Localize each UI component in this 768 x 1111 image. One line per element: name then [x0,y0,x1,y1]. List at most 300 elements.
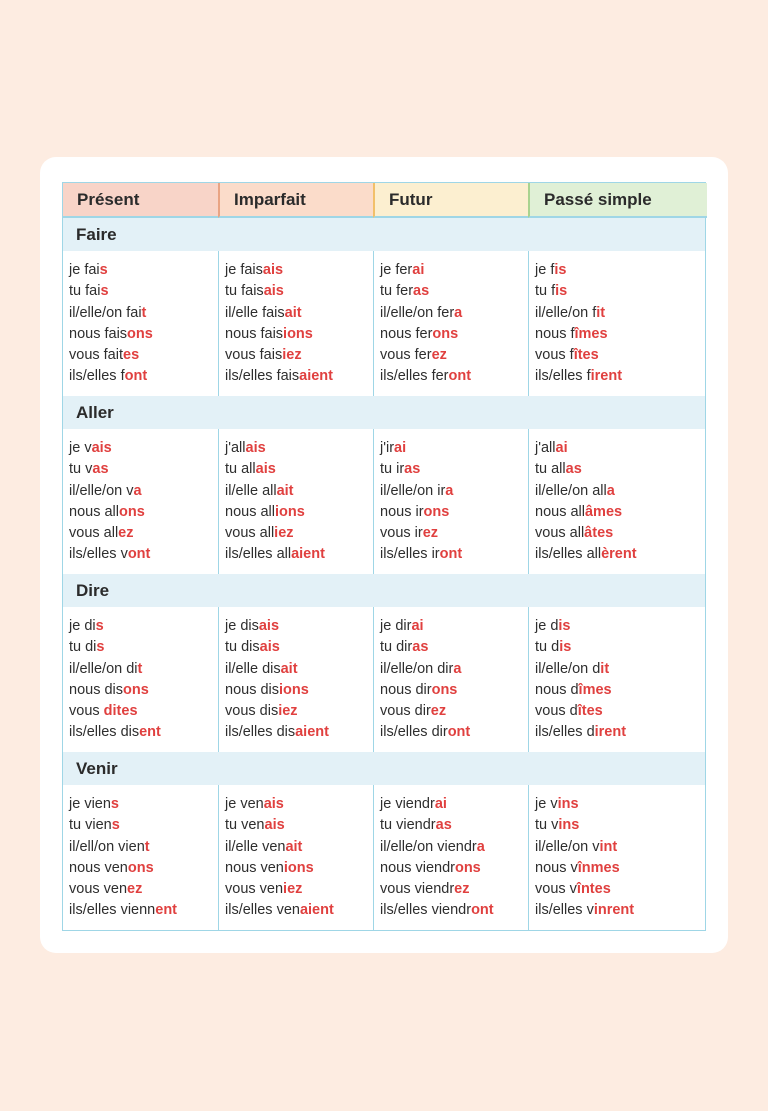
form-ending: ez [422,525,439,542]
conjugated-form [380,459,528,480]
conjugated-form [535,637,707,658]
conjugated-form [69,858,218,879]
form-ending: t [141,304,147,321]
form-ending: aient [299,368,333,385]
form-stem: il/elle/on ir [380,482,446,499]
form-ending: ais [259,639,280,656]
form-stem: il/elle/on v [535,838,600,855]
form-ending: int [599,838,618,855]
form-ending: es [123,347,140,364]
form-stem: tu fer [380,283,414,300]
form-ending: ont [124,368,148,385]
form-stem: ils/elles ven [225,902,300,919]
form-ending: iez [283,881,303,898]
conjugation-cell-dire-imparfait [218,607,373,752]
form-stem: vous viendr [380,881,455,898]
form-ending: dites [103,703,138,720]
form-ending: ait [285,838,303,855]
conjugated-form [225,459,373,480]
conjugated-form [380,303,528,324]
form-ending: èrent [601,546,637,563]
verb-heading-faire: Faire [63,218,705,251]
form-stem: tu all [225,461,256,478]
conjugated-form [69,722,218,743]
conjugated-form [225,637,373,658]
form-stem: vous ven [69,881,128,898]
conjugated-form [225,345,373,366]
form-ending: aient [295,724,329,741]
conjugated-form [69,815,218,836]
conjugated-form [380,837,528,858]
form-ending: s [95,618,104,634]
form-ending: ai [411,618,424,634]
conjugation-card [40,157,728,953]
form-ending: ais [255,461,276,478]
form-ending: iez [282,347,302,364]
conjugation-cell-aller-futur [373,429,528,574]
form-ending: as [413,283,430,300]
form-ending: ez [454,881,470,898]
form-stem: vous dis [225,703,279,720]
form-stem: il/elle/on dir [380,660,454,677]
form-stem: vous dir [380,703,431,720]
form-stem: vous fait [69,347,123,364]
form-ending: ons [423,503,450,520]
form-stem: nous f [535,325,575,342]
conjugated-form [380,481,528,502]
form-stem: j'all [535,440,556,456]
form-stem: nous viendr [380,859,455,876]
conjugated-form [380,680,528,701]
form-stem: je d [535,618,559,634]
form-stem: il/ell/on vien [69,838,145,855]
conjugated-form [225,794,373,815]
form-ending: ont [439,546,463,563]
conjugated-form [69,303,218,324]
form-ending: ait [276,482,294,499]
conjugated-form [535,345,707,366]
form-stem: tu f [535,283,556,300]
form-ending: ont [127,546,151,563]
form-ending: ont [448,368,472,385]
form-ending: ions [274,503,305,520]
form-stem: nous fais [69,325,128,342]
form-stem: ils/elles dis [225,724,296,741]
form-ending: s [110,796,119,812]
form-ending: is [555,283,568,300]
conjugated-form [225,366,373,387]
conjugated-form [535,794,707,815]
form-stem: il/elle fais [225,304,285,321]
conjugation-cell-faire-imparfait [218,251,373,396]
form-stem: je di [69,618,96,634]
conjugated-form [225,858,373,879]
conjugation-row-venir [63,785,705,930]
form-stem: je fer [380,262,413,278]
conjugated-form [380,544,528,565]
form-stem: je v [535,796,558,812]
form-ending: it [600,660,610,677]
conjugated-form [380,438,528,459]
form-ending: ons [432,325,459,342]
form-ending: a [453,660,462,677]
conjugated-form [380,523,528,544]
conjugation-cell-faire-present [63,251,218,396]
form-ending: îmes [578,681,612,698]
form-ending: îmes [574,325,608,342]
conjugated-form [535,879,707,900]
form-ending: ins [558,817,580,834]
conjugation-cell-faire-passe-simple [528,251,707,396]
form-ending: ions [283,859,314,876]
form-ending: ont [447,724,471,741]
form-stem: vous all [69,525,119,542]
tense-header-present: Présent [63,183,218,218]
form-stem: ils/elles d [535,724,595,741]
form-stem: ils/elles ir [380,546,440,563]
form-stem: il/elle/on v [69,482,134,499]
form-ending: a [476,838,485,855]
form-ending: âtes [584,525,614,542]
form-ending: âmes [584,503,623,520]
form-stem: il/elle ven [225,838,286,855]
conjugated-form [535,481,707,502]
form-stem: nous all [69,503,119,520]
form-ending: s [111,817,120,834]
conjugated-form [225,815,373,836]
conjugated-form [535,523,707,544]
conjugated-form [69,438,218,459]
form-stem: nous fer [380,325,433,342]
conjugated-form [69,837,218,858]
form-ending: ai [394,440,407,456]
conjugated-form [225,303,373,324]
conjugated-form [69,366,218,387]
conjugated-form [535,324,707,345]
conjugated-form [535,680,707,701]
form-stem: ils/elles all [535,546,602,563]
form-stem: je ven [225,796,264,812]
conjugated-form [535,616,707,637]
form-stem: je viendr [380,796,435,812]
verb-heading-dire: Dire [63,574,705,607]
conjugated-form [380,366,528,387]
form-ending: ais [262,262,284,278]
conjugated-form [380,794,528,815]
form-ending: irent [590,368,623,385]
form-stem: je dis [225,618,259,634]
conjugated-form [69,281,218,302]
form-ending: ez [431,347,447,364]
conjugated-form [380,722,528,743]
form-ending: inrent [593,902,635,919]
form-stem: tu di [69,639,97,656]
form-stem: vous all [225,525,275,542]
conjugated-form [69,260,218,281]
conjugated-form [69,345,218,366]
conjugated-form [380,260,528,281]
form-stem: nous dir [380,681,432,698]
form-ending: îtes [577,703,603,720]
form-ending: t [144,838,150,855]
conjugation-cell-venir-present [63,785,218,930]
form-stem: nous ven [69,859,128,876]
conjugated-form [535,366,707,387]
conjugated-form [380,616,528,637]
form-stem: nous all [535,503,585,520]
form-ending: ent [139,724,161,741]
conjugation-cell-dire-passe-simple [528,607,707,752]
conjugated-form [380,701,528,722]
form-stem: tu viendr [380,817,436,834]
conjugated-form [380,659,528,680]
form-ending: ions [279,681,309,698]
conjugated-form [225,879,373,900]
conjugated-form [380,637,528,658]
form-stem: tu all [535,461,566,478]
conjugated-form [69,701,218,722]
form-ending: a [454,304,463,321]
conjugated-form [225,701,373,722]
form-ending: ez [118,525,134,542]
form-stem: vous [69,703,104,720]
form-ending: ais [245,440,266,456]
form-ending: ais [258,618,280,634]
conjugated-form [225,837,373,858]
form-stem: j'ir [380,440,395,456]
form-stem: je dir [380,618,412,634]
form-stem: vous v [535,881,577,898]
conjugated-form [535,837,707,858]
form-stem: il/elle/on di [69,660,138,677]
form-ending: ais [264,817,285,834]
form-ending: aient [291,546,325,563]
conjugation-cell-dire-present [63,607,218,752]
form-ending: ont [471,902,494,919]
form-stem: ils/elles dir [380,724,448,741]
conjugation-cell-venir-passe-simple [528,785,707,930]
form-stem: il/elle/on fer [380,304,455,321]
form-stem: il/elle dis [225,660,281,677]
conjugated-form [225,680,373,701]
conjugated-form [380,879,528,900]
form-stem: il/elle/on viendr [380,838,477,855]
form-stem: ils/elles f [69,368,125,385]
form-ending: întes [576,881,611,898]
form-ending: ais [263,796,284,812]
form-ending: ez [430,703,447,720]
form-ending: îtes [573,347,599,364]
form-ending: iez [274,525,294,542]
form-ending: as [435,817,452,834]
conjugated-form [380,900,528,921]
conjugated-form [535,459,707,480]
form-stem: tu d [535,639,560,656]
form-ending: a [445,482,454,499]
conjugation-cell-aller-passe-simple [528,429,707,574]
form-ending: as [565,461,582,478]
tense-header-futur: Futur [373,183,528,218]
form-stem: vous fer [380,347,432,364]
conjugated-form [69,879,218,900]
form-stem: ils/elles vienn [69,902,156,919]
conjugated-form [69,616,218,637]
form-stem: ils/elles dis [69,724,140,741]
conjugation-cell-venir-imparfait [218,785,373,930]
conjugated-form [535,900,707,921]
conjugated-form [225,281,373,302]
conjugated-form [69,459,218,480]
form-ending: ai [412,262,425,278]
conjugated-form [225,324,373,345]
form-stem: je vien [69,796,111,812]
conjugated-form [380,281,528,302]
form-ending: ons [431,681,458,698]
form-stem: nous ir [380,503,424,520]
form-ending: ai [555,440,568,456]
form-stem: tu dir [380,639,413,656]
form-stem: ils/elles v [535,902,594,919]
conjugated-form [535,701,707,722]
form-stem: nous d [535,681,579,698]
form-stem: nous dis [225,681,280,698]
form-stem: il/elle/on all [535,482,607,499]
form-stem: vous fais [225,347,283,364]
conjugated-form [535,722,707,743]
conjugated-form [69,544,218,565]
tense-header-passe-simple: Passé simple [528,183,707,218]
conjugated-form [380,858,528,879]
conjugation-row-faire [63,251,705,396]
conjugated-form [380,502,528,523]
conjugated-form [535,502,707,523]
conjugated-form [225,502,373,523]
conjugated-form [225,438,373,459]
form-ending: ais [263,283,284,300]
conjugation-table [62,182,706,931]
form-ending: a [133,482,142,499]
form-ending: ons [123,681,149,698]
form-ending: t [137,660,143,677]
form-stem: ils/elles v [69,546,128,563]
form-ending: is [559,639,572,656]
conjugated-form [69,502,218,523]
form-stem: il/elle/on f [535,304,597,321]
form-ending: a [606,482,615,499]
form-stem: nous v [535,859,578,876]
form-ending: aient [299,902,334,919]
form-ending: is [558,618,571,634]
form-ending: ait [284,304,302,321]
conjugated-form [69,637,218,658]
form-ending: irent [594,724,627,741]
form-ending: it [596,304,606,321]
form-stem: vous f [535,347,574,364]
form-ending: ait [280,660,298,677]
conjugated-form [535,438,707,459]
form-stem: ils/elles fais [225,368,300,385]
form-stem: il/elle/on fai [69,304,142,321]
form-stem: nous all [225,503,275,520]
tense-header-imparfait: Imparfait [218,183,373,218]
form-stem: il/elle all [225,482,277,499]
form-stem: tu vien [69,817,112,834]
form-stem: vous all [535,525,585,542]
form-stem: nous ven [225,859,284,876]
form-ending: ions [283,325,313,342]
conjugated-form [69,680,218,701]
conjugated-form [69,659,218,680]
form-stem: je fai [69,262,100,278]
form-ending: ais [91,440,112,456]
conjugated-form [225,722,373,743]
conjugated-form [535,815,707,836]
form-stem: vous d [535,703,578,720]
form-ending: ons [454,859,481,876]
conjugation-cell-faire-futur [373,251,528,396]
form-ending: ins [557,796,579,812]
form-ending: ez [127,881,143,898]
conjugated-form [535,544,707,565]
form-stem: ils/elles f [535,368,591,385]
form-stem: tu v [535,817,559,834]
conjugation-cell-venir-futur [373,785,528,930]
form-stem: je v [69,440,92,456]
form-stem: ils/elles viendr [380,902,472,919]
form-stem: ils/elles fer [380,368,449,385]
conjugated-form [535,260,707,281]
conjugation-row-dire [63,607,705,752]
conjugated-form [535,281,707,302]
form-stem: tu ir [380,461,405,478]
conjugated-form [69,523,218,544]
form-stem: tu v [69,461,93,478]
form-stem: tu ven [225,817,265,834]
conjugation-cell-aller-present [63,429,218,574]
form-stem: nous dis [69,681,124,698]
form-ending: as [412,639,429,656]
form-ending: as [404,461,421,478]
form-stem: vous ven [225,881,284,898]
form-stem: nous fais [225,325,284,342]
form-ending: s [96,639,105,656]
conjugated-form [225,260,373,281]
conjugation-cell-dire-futur [373,607,528,752]
form-ending: as [92,461,109,478]
form-ending: iez [278,703,298,720]
conjugation-row-aller [63,429,705,574]
conjugated-form [225,659,373,680]
form-ending: ent [155,902,177,919]
form-stem: je f [535,262,555,278]
form-ending: s [100,283,109,300]
form-stem: tu fai [69,283,101,300]
conjugated-form [535,858,707,879]
form-stem: vous ir [380,525,423,542]
form-ending: ons [127,859,154,876]
form-stem: j'all [225,440,246,456]
form-ending: is [554,262,567,278]
verb-heading-venir: Venir [63,752,705,785]
form-stem: je fais [225,262,263,278]
conjugated-form [380,324,528,345]
form-stem: ils/elles all [225,546,292,563]
verb-heading-aller: Aller [63,396,705,429]
conjugated-form [69,324,218,345]
form-stem: tu dis [225,639,260,656]
tense-header-row [63,183,705,218]
conjugated-form [380,345,528,366]
